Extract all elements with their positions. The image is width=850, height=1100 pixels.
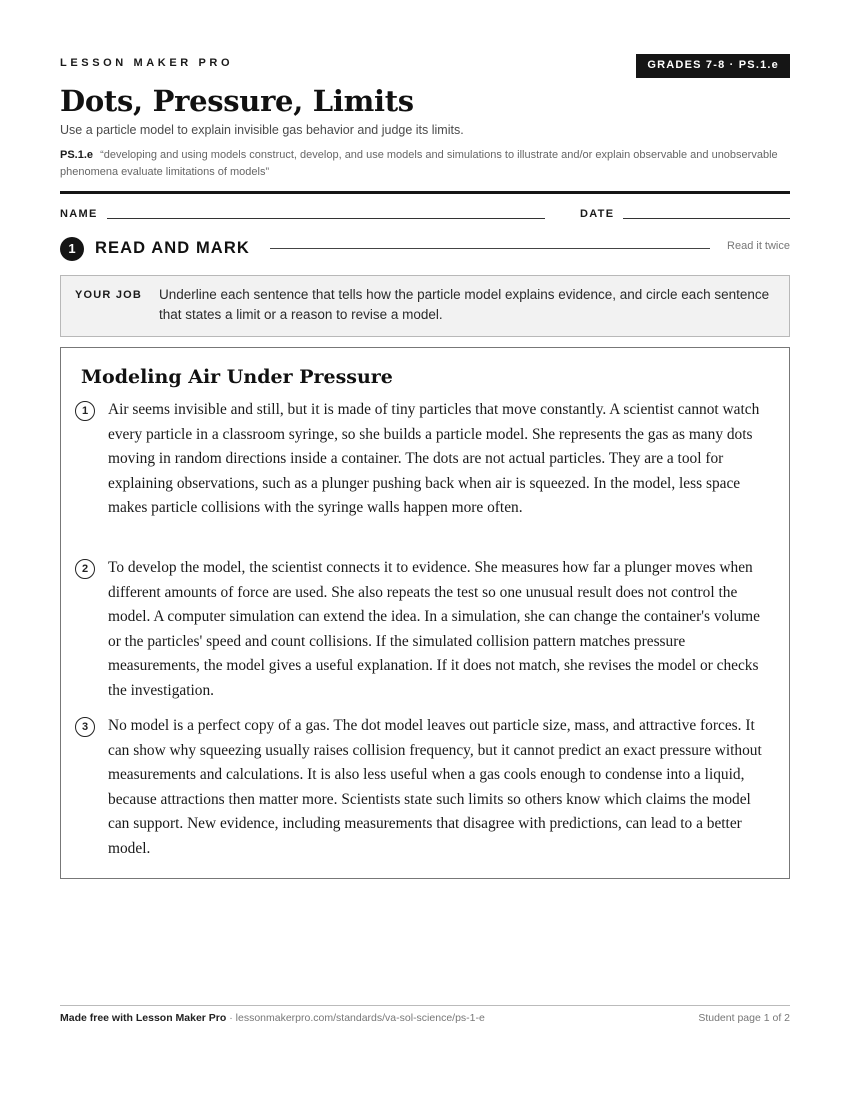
standard-statement <box>60 147 790 181</box>
paragraph-number-1: 1 <box>75 401 95 421</box>
brand-name: LESSON MAKER PRO <box>60 57 234 69</box>
your-job-text: Underline each sentence that tells how the particle model explains evidence, and circle each sentence that states a limit or a reason to revise a model. <box>159 287 770 322</box>
date-field[interactable] <box>623 218 790 219</box>
worksheet-page <box>60 0 790 1100</box>
section-hint: Read it twice <box>727 240 790 252</box>
footer-made-with: Made free with Lesson Maker Pro <box>60 1012 227 1024</box>
paragraph-1: Air seems invisible and still, but it is made of tiny particles that move constantly. A scientist cannot watch every particle in a classroom syringe, so she builds a particle model. She represents the gas as many dots moving in random directions inside a container. The dots are not actual particles. They are a tool for explaining observations, such as a plunger pushing back when air is squeezed. In the model, less space makes particle collisions with the syringe walls happen more often. <box>108 401 760 517</box>
name-field[interactable] <box>107 218 545 219</box>
standard-code: PS.1.e <box>60 149 94 161</box>
your-job-box <box>60 275 790 337</box>
grade-standard-badge: GRADES 7-8 · PS.1.e <box>636 54 790 78</box>
footer-url-link[interactable]: lessonmakerpro.com/standards/va-sol-science/ps-1-e <box>235 1012 485 1024</box>
footer-page-number: Student page 1 of 2 <box>698 1012 790 1024</box>
section-number-badge: 1 <box>60 237 84 261</box>
your-job-label: YOUR JOB <box>75 289 143 301</box>
paragraph-2: To develop the model, the scientist connects it to evidence. She measures how far a plunger moves when different amounts of force are used. She also repeats the test so one unusual result does not control the model. A computer simulation can extend the idea. In a simulation, she can change the container's volume or the particles' speed and count collisions. If the simulated collision pattern matches pressure measurements, the model gives a useful explanation. If it does not match, she revises the model or checks the investigation. <box>108 559 760 699</box>
reading-passage <box>60 347 790 879</box>
standard-text: “developing and using models construct, develop, and use models and simulations to illustrate and/or explain observable and unobservable phenomena evaluate limitations of models” <box>60 149 778 178</box>
name-label: NAME <box>60 208 98 220</box>
footer-divider <box>60 1005 790 1006</box>
paragraph-number-2: 2 <box>75 559 95 579</box>
section-rule <box>270 248 710 249</box>
date-label: DATE <box>580 208 615 220</box>
page-title: Dots, Pressure, Limits <box>60 84 414 118</box>
paragraph-number-3: 3 <box>75 717 95 737</box>
footer-credit <box>60 1012 485 1024</box>
page-subtitle: Use a particle model to explain invisible gas behavior and judge its limits. <box>60 123 464 137</box>
footer-separator: · <box>226 1012 236 1024</box>
reading-title: Modeling Air Under Pressure <box>81 366 393 388</box>
header-divider <box>60 191 790 194</box>
section-title: READ AND MARK <box>95 239 250 257</box>
paragraph-3: No model is a perfect copy of a gas. The dot model leaves out particle size, mass, and attractive forces. It can show why squeezing usually raises collision frequency, but it cannot predict an exact pressure without measurements and calculations. It is also less useful when a gas cools enough to condense into a liquid, because attractions then matter more. Scientists state such limits so others know which claims the model can support. New evidence, including measurements that disagree with predictions, can lead to a better model. <box>108 717 762 857</box>
